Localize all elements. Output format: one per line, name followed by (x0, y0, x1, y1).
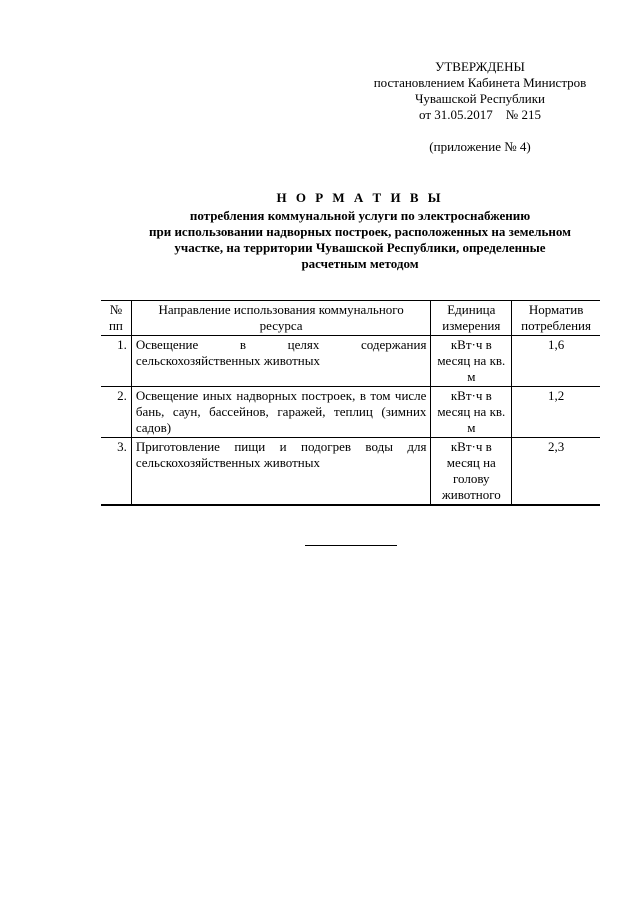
table-row (101, 387, 600, 438)
title-heading: Н О Р М А Т И В Ы (276, 190, 444, 205)
document-title (110, 190, 610, 272)
appendix-label: (приложение № 4) (429, 139, 531, 154)
row-num: 2. (101, 387, 131, 438)
approval-issuer: постановлением Кабинета Министров (373, 75, 587, 90)
row-norm: 1,2 (512, 387, 600, 438)
row-unit: кВт·ч в месяц на голову животного (431, 438, 512, 506)
table-row (101, 438, 600, 506)
approval-stamp (360, 59, 600, 155)
header-unit: Единица измерения (431, 301, 512, 336)
norms-table (101, 300, 600, 506)
title-line-3: участке, на территории Чувашской Республики, определенные (174, 240, 546, 255)
row-norm: 1,6 (512, 336, 600, 387)
table-header-row (101, 301, 600, 336)
row-unit: кВт·ч в месяц на кв. м (431, 387, 512, 438)
row-direction: Освещение иных надворных построек, в том числе бань, саун, бассейнов, гаражей, теплиц (зимних садов) (131, 387, 431, 438)
row-direction: Приготовление пищи и подогрев воды для сельскохозяйственных животных (131, 438, 431, 506)
title-line-2: при использовании надворных построек, расположенных на земельном (148, 224, 571, 239)
row-direction: Освещение в целях содержания сельскохозяйственных животных (131, 336, 431, 387)
approval-region: Чувашской Республики (414, 91, 546, 106)
header-direction: Направление использования коммунального ресурса (131, 301, 431, 336)
header-num: № пп (101, 301, 131, 336)
row-unit: кВт·ч в месяц на кв. м (431, 336, 512, 387)
approval-title: УТВЕРЖДЕНЫ (435, 59, 525, 74)
row-num: 3. (101, 438, 131, 506)
row-norm: 2,3 (512, 438, 600, 506)
table-row (101, 336, 600, 387)
approval-date-number: от 31.05.2017 № 215 (419, 107, 541, 122)
title-line-4: расчетным методом (301, 256, 419, 271)
header-norm: Норматив потребления (512, 301, 600, 336)
end-divider (305, 545, 397, 546)
title-line-1: потребления коммунальной услуги по электроснабжению (189, 208, 531, 223)
row-num: 1. (101, 336, 131, 387)
